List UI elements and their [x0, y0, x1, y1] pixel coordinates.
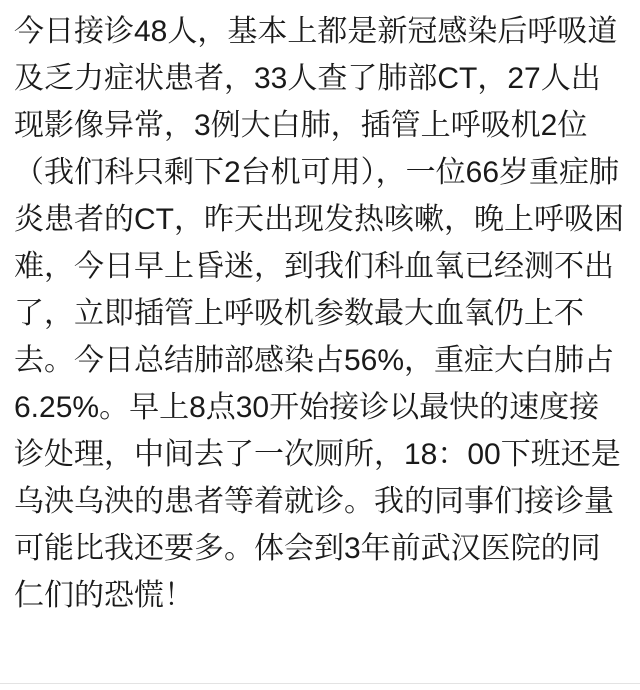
document-body-text: 今日接诊48人，基本上都是新冠感染后呼吸道及乏力症状患者，33人查了肺部CT，27人出现影像异常，3例大白肺，插管上呼吸机2位（我们科只剩下2台机可用），一位66岁重症肺炎患者的CT，昨天出现发热咳嗽，晚上呼吸困难，今日早上昏迷，到我们科血氧已经测不出了，立即插管上呼吸机参数最大血氧仍上不去。今日总结肺部感染占56%，重症大白肺占6.25%。早上8点30开始接诊以最快的速度接诊处理，中间去了一次厕所，18：00下班还是乌泱乌泱的患者等着就诊。我的同事们接诊量可能比我还要多。体会到3年前武汉医院的同仁们的恐慌！ — [14, 15, 624, 612]
bottom-divider — [0, 683, 640, 684]
